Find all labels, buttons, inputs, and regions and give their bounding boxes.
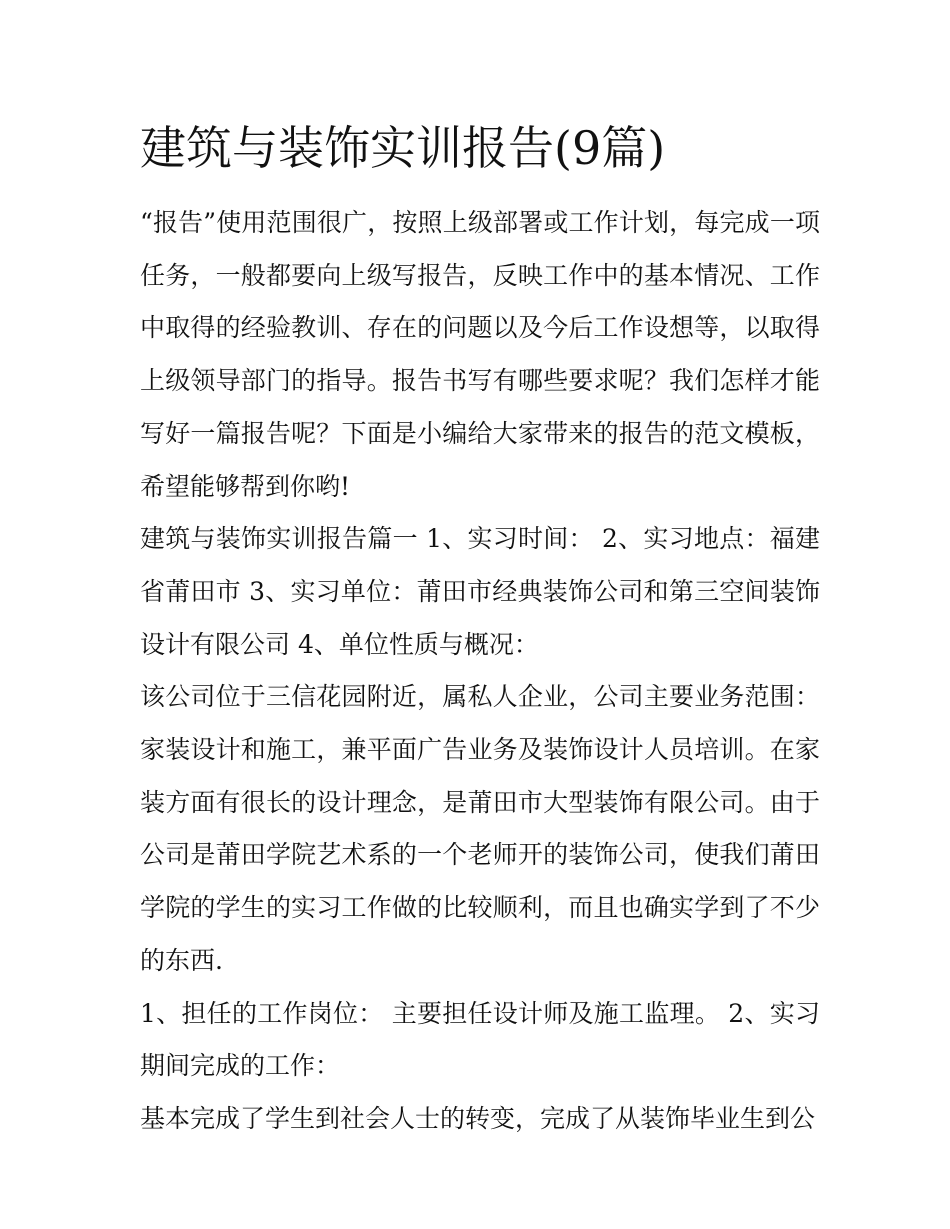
intro-paragraph: “报告”使用范围很广，按照上级部署或工作计划，每完成一项任务，一般都要向上级写报告，反映工作中的基本情况、工作中取得的经验教训、存在的问题以及今后工作设想等，以取得上级领导部门的指导。报告书写有哪些要求呢？我们怎样才能写好一篇报告呢？下面是小编给大家带来的报告的范文模板，希望能够帮到你哟!	[140, 208, 820, 501]
document-body	[140, 197, 820, 1146]
company-overview-paragraph: 该公司位于三信花园附近，属私人企业，公司主要业务范围：家装设计和施工，兼平面广告业务及装饰设计人员培训。在家装方面有很长的设计理念，是莆田市大型装饰有限公司。由于公司是莆田学院艺术系的一个老师开的装饰公司，使我们莆田学院的学生的实习工作做的比较顺利，而且也确实学到了不少的东西.	[140, 682, 820, 975]
job-position-paragraph: 1、担任的工作岗位： 主要担任设计师及施工监理。 2、实习期间完成的工作：	[140, 998, 820, 1081]
document-title: 建筑与装饰实训报告(9篇)	[140, 121, 666, 175]
completed-work-paragraph: 基本完成了学生到社会人士的转变，完成了从装饰毕业生到公	[140, 1103, 816, 1133]
report-one-details-paragraph: 建筑与装饰实训报告篇一 1、实习时间： 2、实习地点：福建省莆田市 3、实习单位：莆田市经典装饰公司和第三空间装饰设计有限公司 4、单位性质与概况：	[140, 524, 820, 659]
